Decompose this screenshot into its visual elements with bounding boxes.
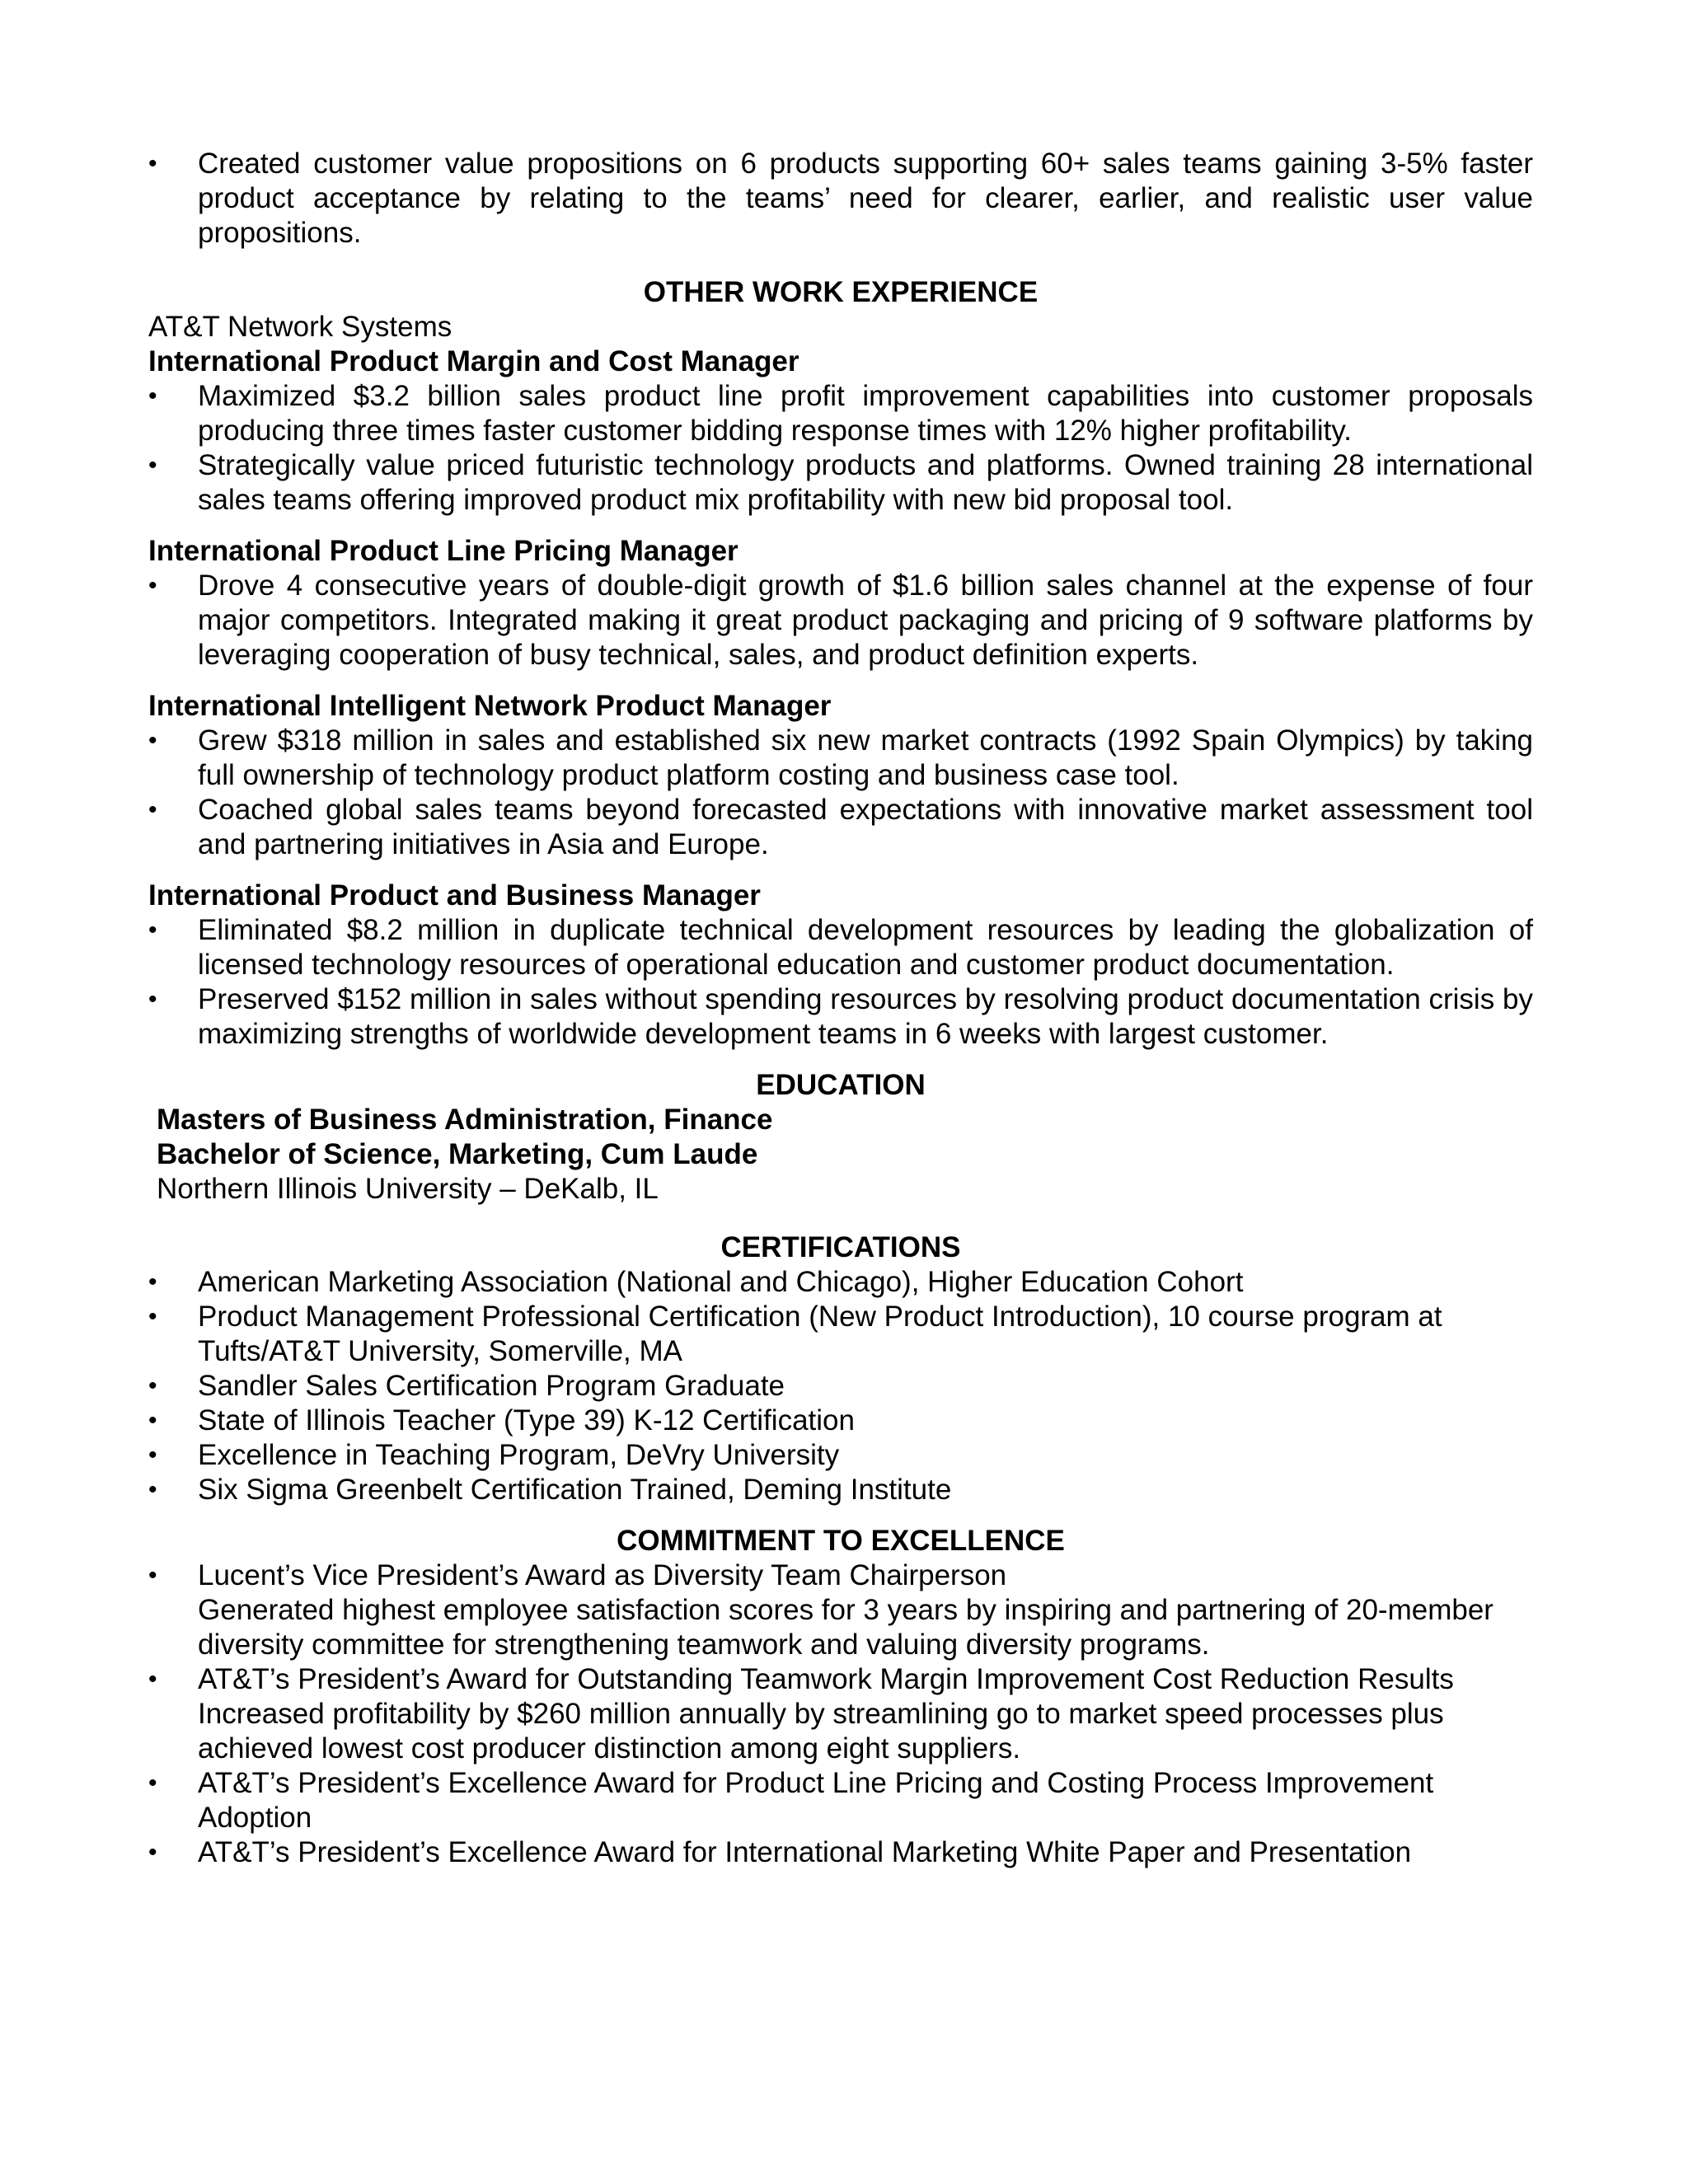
- role-block: [148, 534, 1533, 673]
- list-item: • Excellence in Teaching Program, DeVry University: [148, 1438, 1533, 1473]
- list-item: • Sandler Sales Certification Program Graduate: [148, 1369, 1533, 1404]
- list-item: • Drove 4 consecutive years of double-digit growth of $1.6 billion sales channel at the expense of four major competitors. Integrated making it great product packaging and pricing of 9 software platforms by leveraging cooperation of busy technical, sales, and product definition experts.: [148, 569, 1533, 673]
- list-item: • Eliminated $8.2 million in duplicate technical development resources by leading the globalization of licensed technology resources of operational education and customer product documentation.: [148, 913, 1533, 982]
- list-item: • State of Illinois Teacher (Type 39) K-12 Certification: [148, 1404, 1533, 1438]
- section-heading-education: EDUCATION: [756, 1069, 926, 1101]
- list-item: • American Marketing Association (National and Chicago), Higher Education Cohort: [148, 1265, 1533, 1300]
- list-item: • Maximized $3.2 billion sales product line profit improvement capabilities into customer proposals producing three times faster customer bidding response times with 12% higher profitability.: [148, 379, 1533, 448]
- other-work-section: [148, 275, 1533, 1052]
- certifications-list: [148, 1265, 1533, 1507]
- role-bullet-list: [148, 379, 1533, 518]
- role-title: International Product Margin and Cost Manager: [148, 345, 799, 377]
- award-detail: Generated highest employee satisfaction scores for 3 years by inspiring and partnering of 20-member diversity committee for strengthening teamwork and valuing diversity programs.: [198, 1594, 1493, 1661]
- role-title: International Intelligent Network Product Manager: [148, 690, 832, 722]
- section-heading-certifications: CERTIFICATIONS: [720, 1231, 961, 1263]
- certifications-section: [148, 1230, 1533, 1507]
- list-item: • Strategically value priced futuristic technology products and platforms. Owned training 28 international sales teams offering improved product mix profitability with new bid proposal tool.: [148, 448, 1533, 518]
- degree-mba: Masters of Business Administration, Finance: [157, 1104, 773, 1136]
- list-item: • Product Management Professional Certification (New Product Introduction), 10 course program at Tufts/AT&T University, Somerville, MA: [148, 1300, 1533, 1369]
- resume-page: [148, 147, 1533, 1870]
- commitment-section: [148, 1524, 1533, 1870]
- role-title: International Product and Business Manager: [148, 879, 761, 912]
- list-item: • Six Sigma Greenbelt Certification Trained, Deming Institute: [148, 1473, 1533, 1507]
- degree-bs: Bachelor of Science, Marketing, Cum Laude: [157, 1138, 758, 1170]
- school-name: Northern Illinois University – DeKalb, IL: [157, 1173, 659, 1205]
- award-title: • AT&T’s President’s Award for Outstanding Teamwork Margin Improvement Cost Reduction Results: [198, 1663, 1454, 1695]
- role-bullet-list: [148, 913, 1533, 1052]
- role-block: [148, 879, 1533, 1052]
- role-bullet-list: [148, 569, 1533, 673]
- role-block: [148, 344, 1533, 518]
- section-heading-other-work: OTHER WORK EXPERIENCE: [643, 276, 1039, 308]
- list-item: • Preserved $152 million in sales without spending resources by resolving product documentation crisis by maximizing strengths of worldwide development teams in 6 weeks with largest customer.: [148, 982, 1533, 1052]
- education-section: [148, 1068, 1533, 1207]
- intro-bullet-list: [148, 147, 1533, 251]
- list-item: [148, 1558, 1533, 1662]
- award-detail: Increased profitability by $260 million annually by streamlining go to market speed processes plus achieved lowest cost producer distinction among eight suppliers.: [198, 1698, 1444, 1765]
- list-item: [148, 1766, 1533, 1835]
- commitment-list: [148, 1558, 1533, 1870]
- role-bullet-list: [148, 724, 1533, 862]
- role-title: International Product Line Pricing Manager: [148, 535, 738, 567]
- section-heading-commitment: COMMITMENT TO EXCELLENCE: [617, 1525, 1065, 1557]
- list-item: • Created customer value propositions on 6 products supporting 60+ sales teams gaining 3-5% faster product acceptance by relating to the teams’ need for clearer, earlier, and realistic user value propositions.: [148, 147, 1533, 251]
- company-name: AT&T Network Systems: [148, 311, 452, 343]
- list-item: • Grew $318 million in sales and established six new market contracts (1992 Spain Olympics) by taking full ownership of technology product platform costing and business case tool.: [148, 724, 1533, 793]
- award-title: • AT&T’s President’s Excellence Award for Product Line Pricing and Costing Process Improvement Adoption: [198, 1767, 1434, 1834]
- list-item: • Coached global sales teams beyond forecasted expectations with innovative market assessment tool and partnering initiatives in Asia and Europe.: [148, 793, 1533, 862]
- role-block: [148, 689, 1533, 862]
- award-title: • Lucent’s Vice President’s Award as Diversity Team Chairperson: [198, 1559, 1007, 1591]
- list-item: [148, 1835, 1533, 1870]
- award-title: • AT&T’s President’s Excellence Award for International Marketing White Paper and Presentation: [198, 1836, 1412, 1868]
- list-item: [148, 1662, 1533, 1766]
